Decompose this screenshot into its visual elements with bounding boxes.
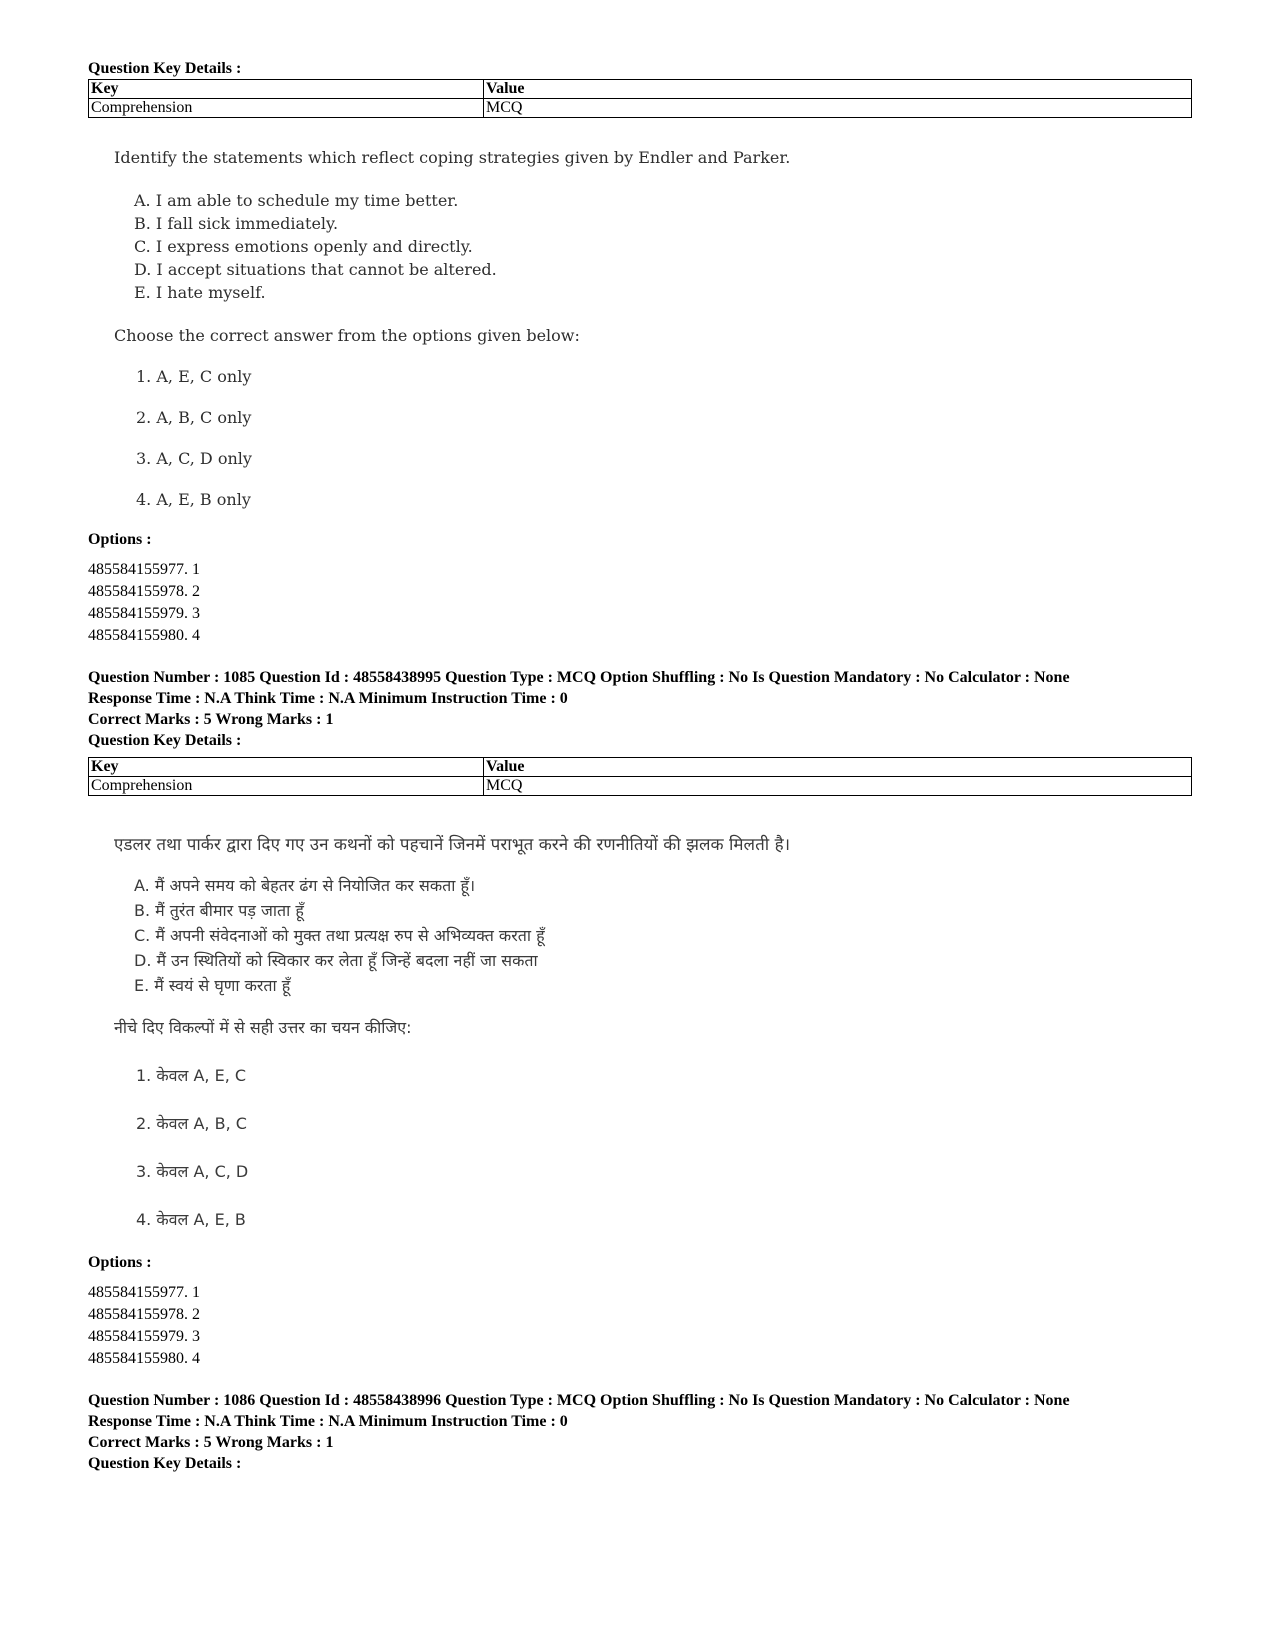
answer-choice: 4. केवल A, E, B <box>136 1210 246 1229</box>
statement: C. मैं अपनी संवेदनाओं को मुक्त तथा प्रत्यक्ष रुप से अभिव्यक्त करता हूँ <box>134 926 545 945</box>
question-meta-line: Correct Marks : 5 Wrong Marks : 1 <box>88 1434 334 1451</box>
table-row <box>89 80 1192 99</box>
answer-choice: 4. A, E, B only <box>136 490 251 509</box>
statement: E. I hate myself. <box>134 283 266 302</box>
question-stem: एडलर तथा पार्कर द्वारा दिए गए उन कथनों को पहचानें जिनमें पराभूत करने की रणनीतियों की झलक मिलती है। <box>114 835 791 855</box>
table-row <box>89 758 1192 777</box>
key-details-table <box>88 757 1192 796</box>
key-details-label: Question Key Details : <box>88 732 242 749</box>
statement: C. I express emotions openly and directly. <box>134 237 473 256</box>
options-list <box>88 1282 1192 1370</box>
options-list <box>88 559 1192 647</box>
statement: D. I accept situations that cannot be altered. <box>134 260 497 279</box>
table-cell: Comprehension <box>89 777 484 796</box>
document-page <box>88 58 1192 1474</box>
statement-list <box>134 873 1192 998</box>
table-row <box>89 777 1192 796</box>
statement: B. I fall sick immediately. <box>134 214 339 233</box>
table-row <box>89 99 1192 118</box>
table-cell: Key <box>89 758 484 777</box>
question-stem: Identify the statements which reflect coping strategies given by Endler and Parker. <box>114 148 791 167</box>
table-cell: MCQ <box>484 777 1192 796</box>
statement: D. मैं उन स्थितियों को स्विकार कर लेता हूँ जिन्हें बदला नहीं जा सकता <box>134 951 538 970</box>
answer-choice: 1. A, E, C only <box>136 367 252 386</box>
options-label: Options : <box>88 531 152 548</box>
key-details-table <box>88 79 1192 118</box>
option-item: 485584155979. 3 <box>88 1328 200 1345</box>
question-meta <box>88 1390 1192 1474</box>
option-item: 485584155980. 4 <box>88 1350 200 1367</box>
choose-instruction: नीचे दिए विकल्पों में से सही उत्तर का चयन कीजिए: <box>114 1018 412 1037</box>
option-item: 485584155977. 1 <box>88 561 200 578</box>
question-image-hindi <box>114 832 1192 1230</box>
answer-choice: 3. केवल A, C, D <box>136 1162 249 1181</box>
question-meta-line: Response Time : N.A Think Time : N.A Minimum Instruction Time : 0 <box>88 690 568 707</box>
answer-choice: 1. केवल A, E, C <box>136 1066 247 1085</box>
question-meta-line: Question Number : 1085 Question Id : 48558438995 Question Type : MCQ Option Shuffling : No Is Question Mandatory : No Calculator : None <box>88 669 1070 686</box>
question-meta <box>88 667 1192 751</box>
question-image-english <box>114 148 1192 509</box>
option-item: 485584155979. 3 <box>88 605 200 622</box>
option-item: 485584155977. 1 <box>88 1284 200 1301</box>
question-meta-line: Response Time : N.A Think Time : N.A Minimum Instruction Time : 0 <box>88 1413 568 1430</box>
answer-choice: 2. A, B, C only <box>136 408 252 427</box>
statement: A. I am able to schedule my time better. <box>134 191 459 210</box>
answer-choice: 2. केवल A, B, C <box>136 1114 247 1133</box>
statement-list <box>134 189 1192 304</box>
table-cell: Value <box>484 80 1192 99</box>
answer-choice: 3. A, C, D only <box>136 449 252 468</box>
table-cell: Key <box>89 80 484 99</box>
question-meta-line: Correct Marks : 5 Wrong Marks : 1 <box>88 711 334 728</box>
key-details-label: Question Key Details : <box>88 1455 242 1472</box>
statement: A. मैं अपने समय को बेहतर ढंग से नियोजित कर सकता हूँ। <box>134 876 476 895</box>
option-item: 485584155978. 2 <box>88 1306 200 1323</box>
table-cell: Value <box>484 758 1192 777</box>
key-details-label: Question Key Details : <box>88 60 242 77</box>
option-item: 485584155980. 4 <box>88 627 200 644</box>
option-item: 485584155978. 2 <box>88 583 200 600</box>
table-cell: MCQ <box>484 99 1192 118</box>
table-cell: Comprehension <box>89 99 484 118</box>
statement: E. मैं स्वयं से घृणा करता हूँ <box>134 976 291 995</box>
question-meta-line: Question Number : 1086 Question Id : 48558438996 Question Type : MCQ Option Shuffling : No Is Question Mandatory : No Calculator : None <box>88 1392 1070 1409</box>
options-label: Options : <box>88 1254 152 1271</box>
choose-instruction: Choose the correct answer from the options given below: <box>114 326 580 345</box>
statement: B. मैं तुरंत बीमार पड़ जाता हूँ <box>134 901 304 920</box>
